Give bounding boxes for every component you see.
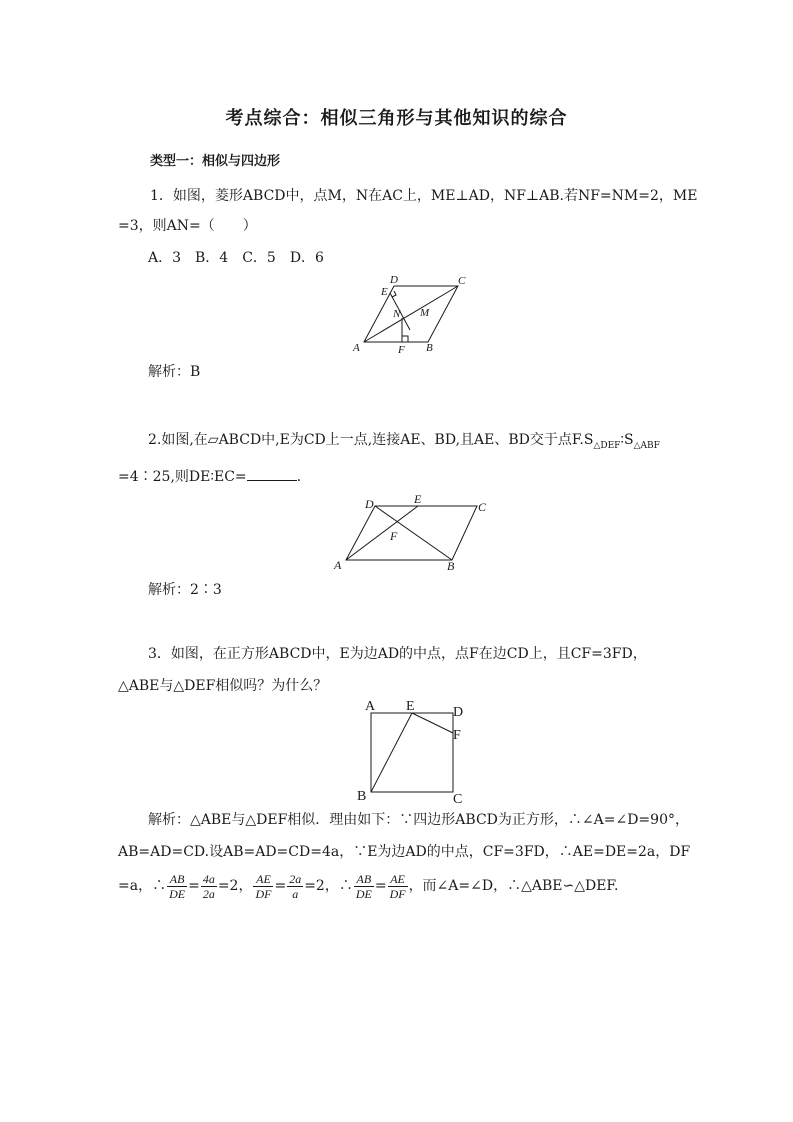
q3-line1: 3．如图，在正方形ABCD中，E为边AD的中点，点F在边CD上，且CF=3FD， [148,646,647,662]
section-heading: 类型一：相似与四边形 [150,154,281,169]
label-f: F [390,529,398,543]
q3-solution-line2: AB=AD=CD.设AB=AD=CD=4a，∵E为边AD的中点，CF=3FD，∴AE=DE=2a，DF [118,844,691,860]
answer-blank[interactable] [247,466,297,481]
equals-sign: = [188,878,200,894]
fraction-4a-2a [201,872,217,901]
fraction-numerator: 2a [289,871,302,886]
value-2-therefore: =2，∴ [304,878,353,894]
fraction-numerator: AE [388,872,408,887]
fraction-numerator: AB [354,872,374,887]
q1-rhombus-figure [350,272,470,356]
label-m: M [420,307,430,319]
right-angle-e [392,291,396,297]
label-c: C [453,792,463,807]
diagonal-ac [364,286,458,342]
page-title: 考点综合：相似三角形与其他知识的综合 [225,108,568,129]
label-a: A [353,342,360,354]
label-e: E [414,492,422,506]
q1-answer: 解析：B [148,364,201,380]
q2-text-start: 2.如图,在▱ABCD中,E为CD上一点,连接AE、BD,且AE、BD交于点F.S [148,432,594,448]
label-b: B [447,559,455,572]
q3-square-figure [355,696,475,808]
fraction-ab-de-2 [354,872,374,901]
q1-line2: =3，则AN=（ ） [118,218,257,234]
q2-answer: 解析：2∶3 [148,582,222,598]
label-d: D [365,497,374,511]
q2-sub-def: △DEF [593,440,621,451]
sol3-end: ，而∠A=∠D，∴△ABE∽△DEF. [408,878,619,894]
label-e: E [381,286,388,298]
value-2: =2， [217,878,253,894]
fraction-numerator: 4a [202,871,215,886]
q2-sub-abf: △ABF [633,440,660,451]
q3-solution-line1: 解析：△ABE与△DEF相似．理由如下：∵四边形ABCD为正方形，∴∠A=∠D=90°， [148,812,689,828]
q2-line2 [118,466,301,487]
equals-sign: = [274,878,287,894]
fraction-numerator: AB [167,872,187,887]
fraction-ae-df-2 [388,872,408,901]
q1-options: A．3 B．4 C．5 D．6 [148,250,324,266]
q2-parallelogram-figure [330,492,495,572]
q2-line1 [148,430,660,456]
segment-bd [375,506,452,560]
fraction-ae-df [253,872,273,901]
label-e: E [406,699,415,714]
square-outline [371,713,453,792]
fraction-denominator: 2a [202,886,215,901]
label-b: B [426,342,433,354]
fraction-denominator: DF [389,886,406,901]
label-a: A [365,699,376,714]
parallelogram-outline [346,506,477,560]
fraction-denominator: a [292,886,299,901]
label-d: D [390,274,398,286]
label-f: F [453,728,461,743]
fraction-2a-a [287,872,303,901]
q1-line1: 1．如图，菱形ABCD中，点M，N在AC上，ME⊥AD，NF⊥AB.若NF=NM=2，ME [150,188,698,204]
fraction-denominator: DE [169,886,186,901]
segment-ae [346,506,418,560]
q2-period: . [296,469,302,485]
equals-sign: = [374,878,387,894]
segment-ef [412,713,453,733]
q3-solution-line3 [118,870,618,902]
label-d: D [453,705,464,720]
label-n: N [393,308,401,320]
label-b: B [357,789,367,804]
q2-ratio-sep: ∶S [620,432,634,448]
label-c: C [478,500,487,514]
sol3-start: =a，∴ [118,878,167,894]
q2-line2-text: =4∶25,则DE∶EC= [118,469,247,485]
segment-be [371,713,412,792]
label-f: F [398,344,405,356]
fraction-numerator: AE [253,872,273,887]
q3-line2: △ABE与△DEF相似吗？为什么？ [118,678,328,694]
fraction-denominator: DE [355,886,372,901]
label-a: A [334,558,342,572]
right-angle-f [402,336,408,342]
fraction-ab-de [167,872,187,901]
fraction-denominator: DF [255,886,272,901]
label-c: C [458,275,466,287]
